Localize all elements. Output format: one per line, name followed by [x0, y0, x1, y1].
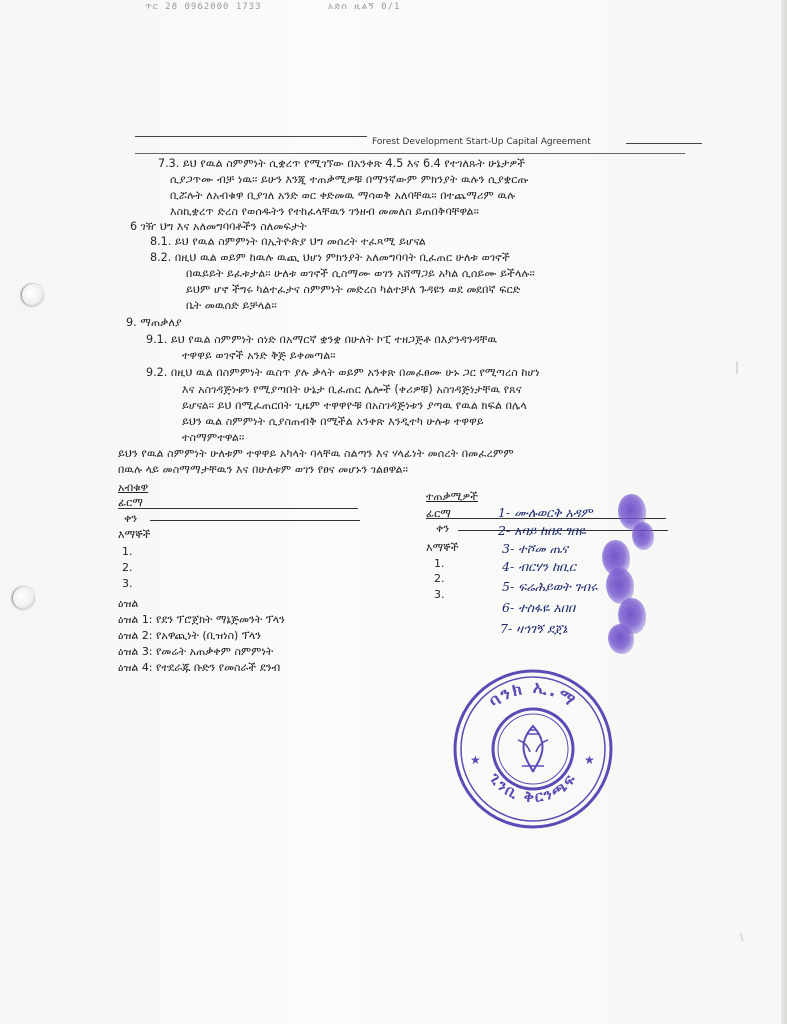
body-line: 7.3. ይህ የዉል ስምምነት ሲቋረጥ የሚገኘው በአንቀጽ 4.5 እና 6.4 የተገለጹት ሁኔታዎች	[158, 157, 526, 170]
body-line: 8.1. ይህ የዉል ስምምነት በኢትዮጵያ ህግ መሰረት ተፈጻሚ ይሆናል	[150, 235, 426, 248]
body-line: ቤት መዉሰድ ይቻላል፡፡	[186, 299, 277, 312]
annex-item: ዕዝል 4: የተደራጁ ቡድን የመስራች ደንብ	[118, 661, 281, 674]
body-line: ይሆናል፡፡ ይህ በሚፈጠርበት ጊዜም ተዋዋዮቹ በአስገዳጅነቱን ያጣዉ የዉል ክፍል በሌላ	[182, 399, 527, 412]
annex-item: ዕዝል 3: የመሬት አጠቃቀም ስምምነት	[118, 645, 274, 658]
right-party-heading: ተጠቃሚዎች	[426, 490, 478, 503]
handwritten-signatory: 2- አባይ ከበደ ገበዬ	[498, 523, 586, 538]
seal-bottom-text: ጊንቢ ቅርንጫፍ	[485, 769, 581, 807]
left-witness-item: 2.	[122, 561, 133, 574]
handwritten-signatory: 4- ብርሃን ከቢር	[502, 559, 576, 574]
handwritten-signatory: 5- ፍሬሕይወት ገብሩ	[502, 579, 598, 594]
right-signature-label: ፊርማ	[426, 507, 451, 520]
seal-top-text: ባንክ ኢ.ማ	[485, 677, 581, 712]
left-date-label: ቀን	[124, 512, 138, 525]
seal-star-icon: ★	[584, 753, 595, 767]
fax-header-left: ጥር 28 0962000 1733	[145, 2, 262, 12]
page-edge-shadow	[781, 0, 787, 1024]
body-line: ይህም ሆኖ ችግሩ ካልተፈታና ስምምነት መድረስ ካልተቻለ ጉዳዩን ወደ መደበኛ ፍርድ	[186, 283, 521, 296]
section-heading: 6 ገዥ ህግ እና አለመግባባቶችን ስለመፍታት	[130, 220, 307, 233]
body-line: 9.1. ይህ የዉል ስምምነት ሰነድ በአማርኛ ቋንቋ በሁለት ኮፒ ተዘጋጅቶ በእያንዳንዳቸዉ	[146, 333, 498, 346]
punch-hole-icon	[22, 284, 44, 306]
left-witnesses-label: እማኞች	[118, 528, 151, 541]
right-witness-item: 3.	[434, 588, 445, 601]
body-line: ቢሯሉት ለአብቁዋ ቢያገለ አንድ ወር ቀድመዉ ማሳወቅ አለባቸዉ፡፡ በተጨማሪም ዉሉ	[170, 189, 516, 202]
left-signature-label: ፊርማ	[118, 496, 143, 509]
handwritten-signatory: 7- ዛኅገኝ ደጀኔ	[500, 621, 568, 636]
svg-text:ጊንቢ ቅርንጫፍ	[485, 768, 580, 806]
official-seal-icon	[452, 668, 614, 830]
scan-mark: \	[740, 932, 744, 943]
annex-item: ዕዝል 1: የደን ፕሮጀክት ማኔጅመንት ፕላን	[118, 613, 285, 626]
scan-mark: |	[735, 360, 740, 374]
body-line: እና አስገዳጅነቱን የሚያጣበት ሁኔታ ቢፈጠር ሌሎች (ቀሪዎቹ) አስገዳጅነታቸዉ የጸና	[182, 383, 522, 396]
body-line: እስኪቋረጥ ድረስ የወሰዱትን የተከፈላቸዉን ገንዘብ መመለስ ይጠበቅባቸዋል፡፡	[170, 205, 479, 218]
body-line: 9.2. በዚህ ዉል በስምምነት ዉስጥ ያሉ ቃላት ወይም አንቀጽ በመፈፀሙ ሁኑ ጋር የሚጣረስ ከሆነ	[146, 366, 540, 379]
header-rule-right	[626, 143, 702, 144]
annex-item: ዕዝል 2: የአዋጪነት (ቢዝነስ) ፕላን	[118, 629, 261, 642]
left-signature-line	[118, 508, 358, 509]
right-witnesses-label: እማኞች	[426, 541, 459, 554]
punch-hole-icon	[13, 587, 35, 609]
right-witness-item: 1.	[434, 557, 445, 570]
handwritten-signatory: 1- ሙሉወርቅ አዳም	[498, 505, 593, 520]
body-line: ተዋዋይ ወገኖች አንድ ቅጅ ይቀመጣል፡፡	[182, 349, 336, 362]
left-party-heading: አብቁዋ	[118, 481, 149, 494]
fingerprint-icon	[608, 624, 634, 654]
body-line: በዉይይት ይፈቱታል፡፡ ሁለቱ ወገኖች ሲስማሙ ወገን አሸማጋይ አካል ሲሰይሙ ይችላሉ፡፡	[186, 267, 535, 280]
handwritten-signatory: 3- ተሾመ ጤና	[502, 541, 568, 556]
body-line: 8.2. በዚህ ዉል ወይም ከዉሉ ዉጪ ህሆነ ምክንያት አለመግባባት ቢፈጠር ሁለቱ ወገኖች	[150, 251, 510, 264]
body-line: በዉሉ ላይ መስማማታቸዉን እና በሁለቱም ወገን የፀና መሆኑን ገልፀዋል፡፡	[118, 463, 408, 476]
seal-star-icon: ★	[470, 753, 481, 767]
left-date-line	[150, 520, 360, 521]
right-date-label: ቀን	[436, 522, 450, 535]
handwritten-signatory: 6- ተስፋዬ አበበ	[502, 600, 576, 615]
body-line: ሲያጋጥሙ ብቻ ነዉ፡፡ ይሁን እንጂ ተጠቃሚዎቹ በማንኛውም ምክንያት ዉሉን ሲያቋርጡ	[170, 173, 529, 186]
annex-heading: ዕዝል	[118, 597, 139, 610]
document-title: Forest Development Start-Up Capital Agreement	[372, 137, 591, 147]
fax-header-right: አድስ ዚልኝ 0/1	[327, 2, 401, 12]
header-underline	[135, 153, 685, 154]
fax-transmission-header	[145, 2, 460, 12]
body-line: ይህን የዉል ስምምነት ሁለቱም ተዋዋይ አካላት ባላቸዉ ስልጣን እና ሃላፊነት መሰረት በመፈረምም	[118, 447, 514, 460]
fingerprint-icon	[632, 522, 654, 550]
section-heading: 9. ማጠቃለያ	[126, 316, 182, 329]
right-witness-item: 2.	[434, 572, 445, 585]
body-line: ተስማምተዋል፡፡	[182, 431, 245, 444]
svg-text:ባንክ ኢ.ማ	[485, 678, 580, 712]
left-witness-item: 3.	[122, 577, 133, 590]
body-line: ይህን ዉል ስምምነት ሲያስጠብቅ በሚችል አንቀጽ እንዲተካ ሁሉቱ ተዋዋይ	[182, 415, 484, 428]
header-rule-left	[135, 136, 367, 137]
left-witness-item: 1.	[122, 545, 133, 558]
